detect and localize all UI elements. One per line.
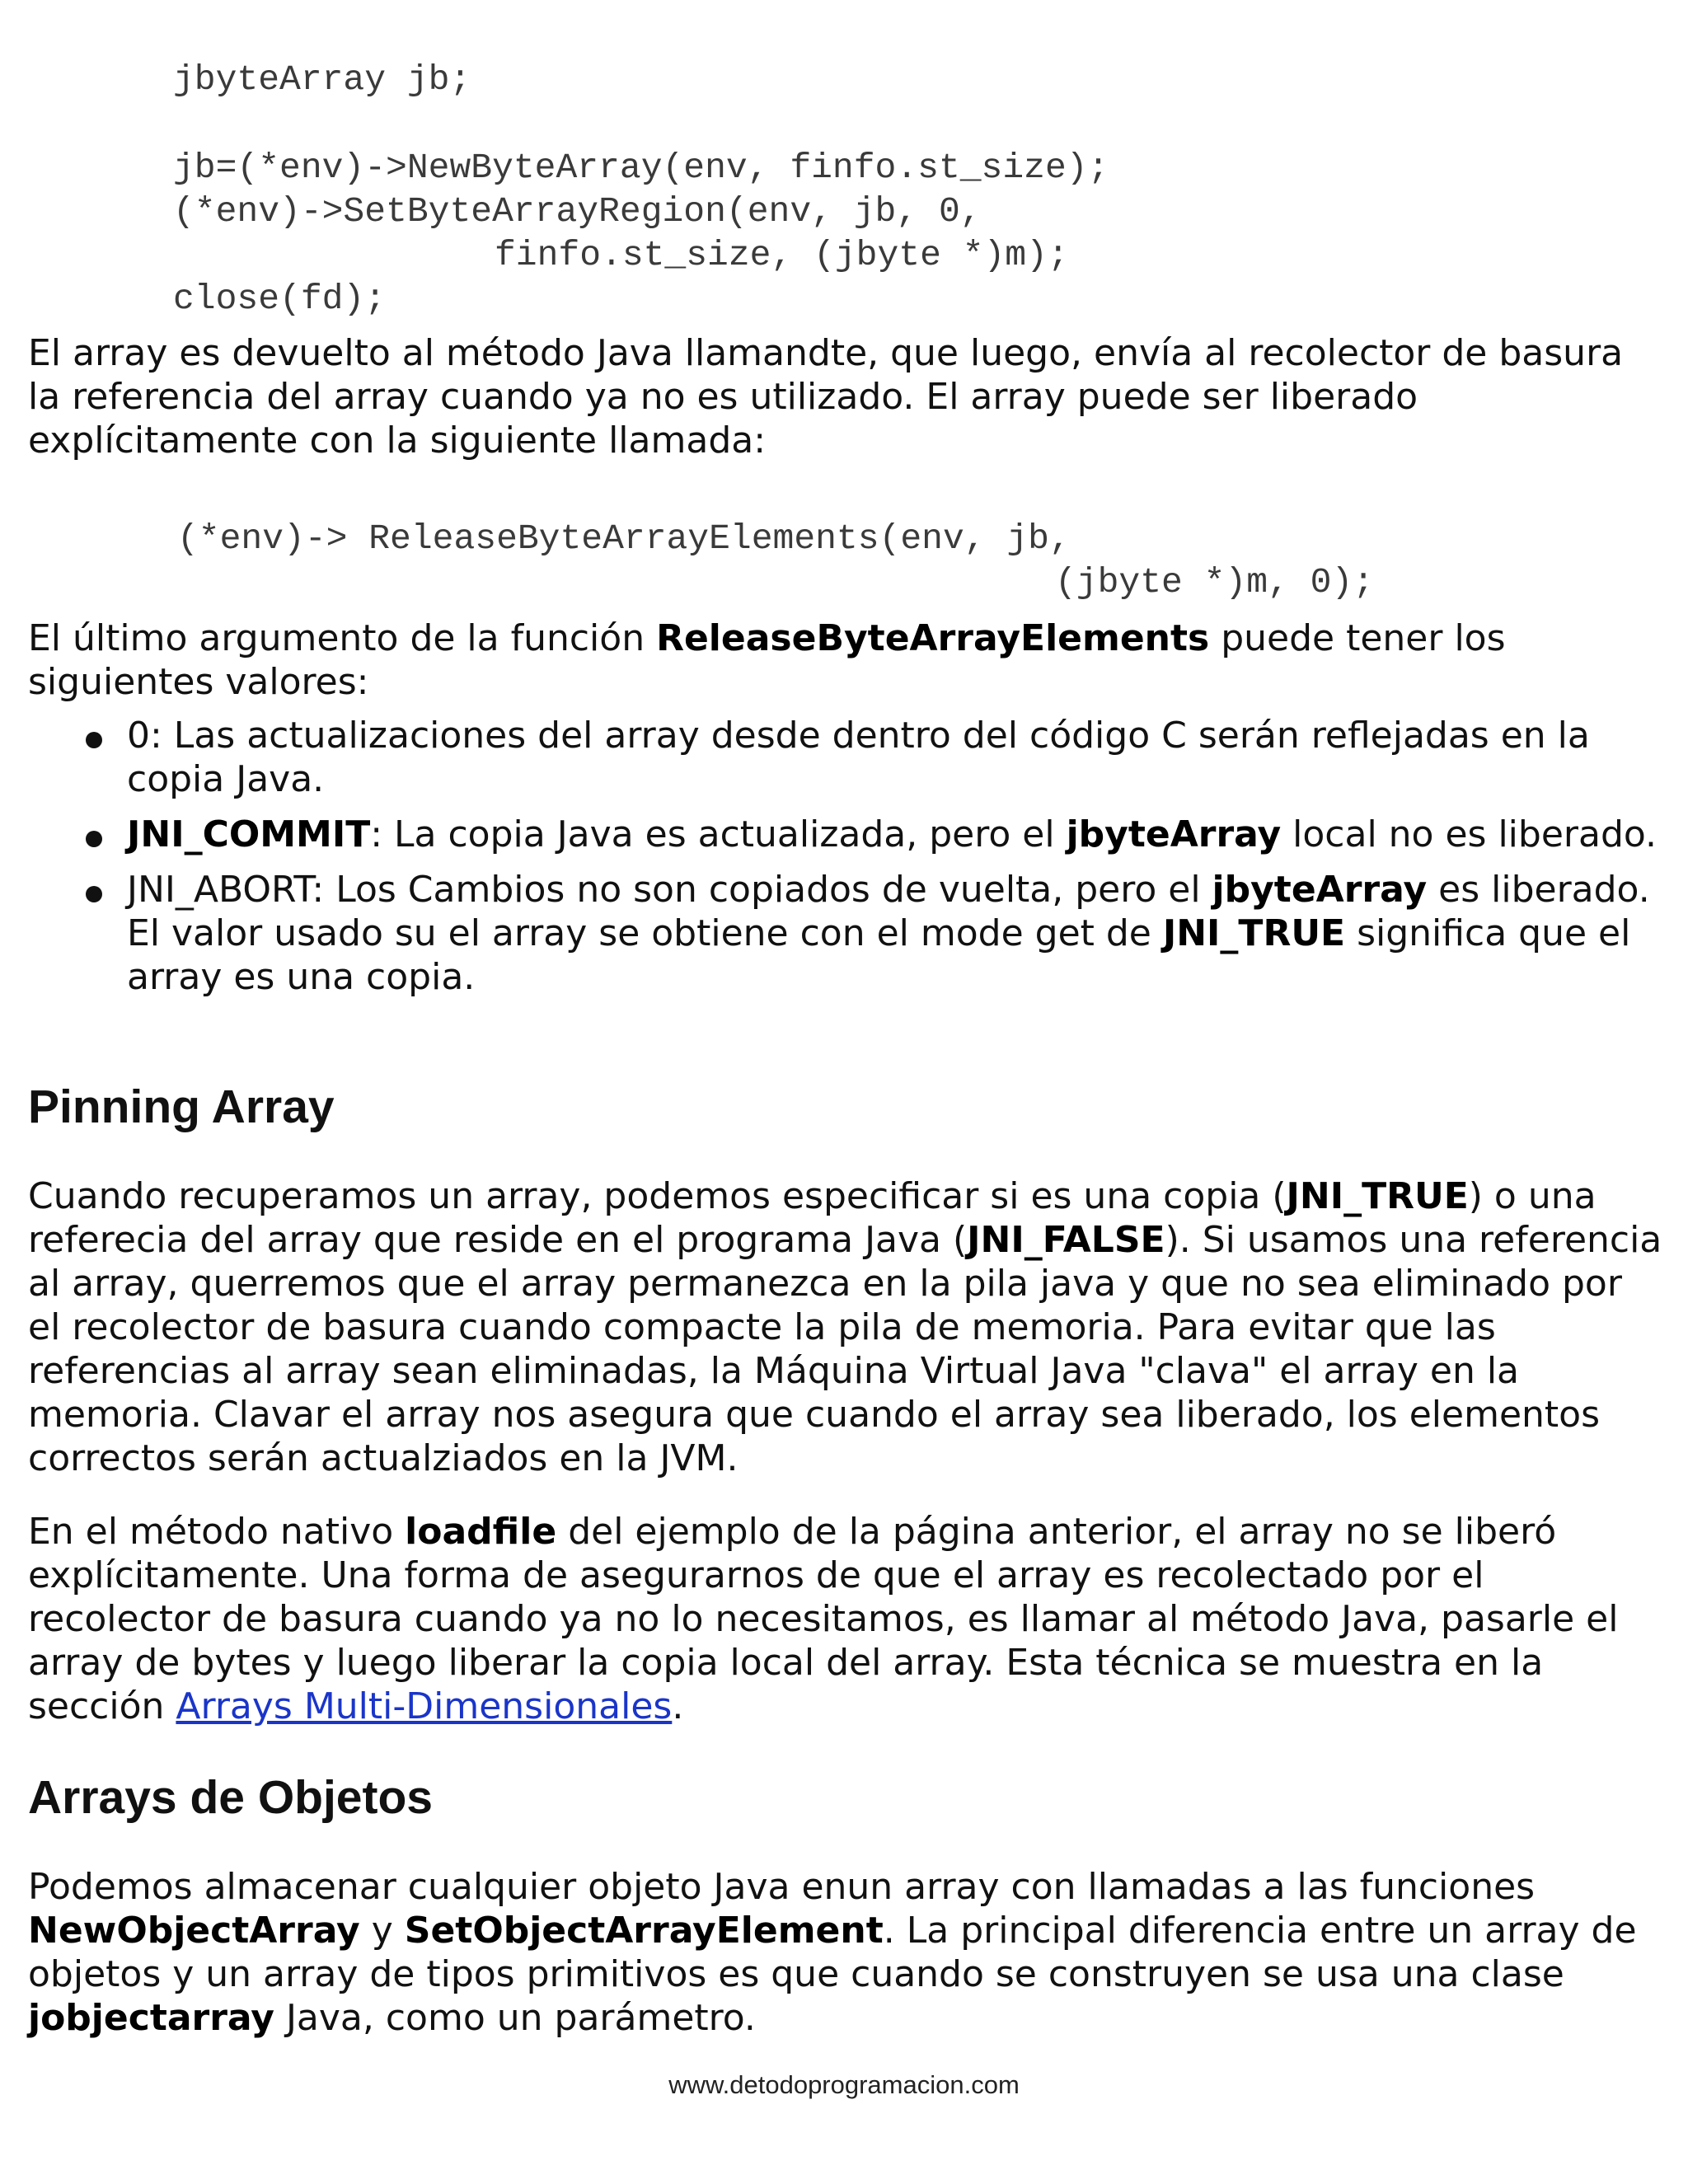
bullet-icon: [86, 732, 102, 748]
paragraph: El array es devuelto al método Java llamandte, que luego, envía al recolector de basura la referencia del array cuando ya no es utilizado. El array puede ser liberado explícitamente con la siguiente llamada:: [28, 332, 1624, 462]
code-line: (*env)-> ReleaseByteArrayElements(env, jb,: [177, 518, 1071, 559]
code-line: (*env)->SetByteArrayRegion(env, jb, 0,: [173, 191, 982, 232]
values-list: [79, 714, 1670, 1010]
code-line: close(fd);: [173, 279, 387, 319]
code-line: finfo.st_size, (jbyte *)m);: [495, 235, 1069, 275]
list-item: JNI_ABORT: Los Cambios no son copiados de vuelta, pero el jbyteArray es liberado. El valor usado su el array se obtiene con el mode get de JNI_TRUE significa que el array es una copia.: [79, 868, 1670, 999]
bullet-icon: [86, 886, 102, 902]
code-line: jb=(*env)->NewByteArray(env, finfo.st_size);: [173, 148, 1109, 188]
footer-url: www.detodoprogramacion.com: [668, 2070, 1020, 2099]
section-heading: Pinning Array: [28, 1080, 335, 1133]
function-name: ReleaseByteArrayElements: [656, 617, 1210, 659]
bullet-icon: [86, 831, 102, 847]
paragraph: Cuando recuperamos un array, podemos especificar si es una copia (JNI_TRUE) o una referecia del array que reside en el programa Java (JNI_FALSE). Si usamos una referencia al array, querremos que el array permanezca en la pila java y que no sea eliminado por el recolector de basura cuando compacte la pila de memoria. Para evitar que las referencias al array sean eliminadas, la Máquina Virtual Java "clava" el array en la memoria. Clavar el array nos asegura que cuando el array sea liberado, los elementos correctos serán actualziados en la JVM.: [28, 1175, 1662, 1479]
code-line: (jbyte *)m, 0);: [1055, 562, 1375, 602]
paragraph: En el método nativo loadfile del ejemplo de la página anterior, el array no se liberó explícitamente. Una forma de asegurarnos de que el array es recolectado por el recolector de basura cuando ya no lo necesitamos, es llamar al método Java, pasarle el array de bytes y luego liberar la copia local del array. Esta técnica se muestra en la sección Arrays Multi-Dimensionales.: [28, 1511, 1619, 1727]
list-item: JNI_COMMIT: La copia Java es actualizada, pero el jbyteArray local no es liberado.: [79, 813, 1670, 856]
section-heading: Arrays de Objetos: [28, 1771, 434, 1824]
list-item: 0: Las actualizaciones del array desde dentro del código C serán reflejadas en la copia Java.: [79, 714, 1670, 801]
paragraph: Podemos almacenar cualquier objeto Java enun array con llamadas a las funciones NewObjectArray y SetObjectArrayElement. La principal diferencia entre un array de objetos y un array de tipos primitivos es que cuando se construyen se usa una clase jobjectarray Java, como un parámetro.: [28, 1866, 1637, 2039]
arrays-multidimensionales-link[interactable]: Arrays Multi-Dimensionales: [176, 1685, 673, 1727]
code-line: jbyteArray jb;: [173, 59, 471, 100]
paragraph: El último argumento de la función ReleaseByteArrayElements puede tener los siguientes valores:: [28, 617, 1506, 703]
